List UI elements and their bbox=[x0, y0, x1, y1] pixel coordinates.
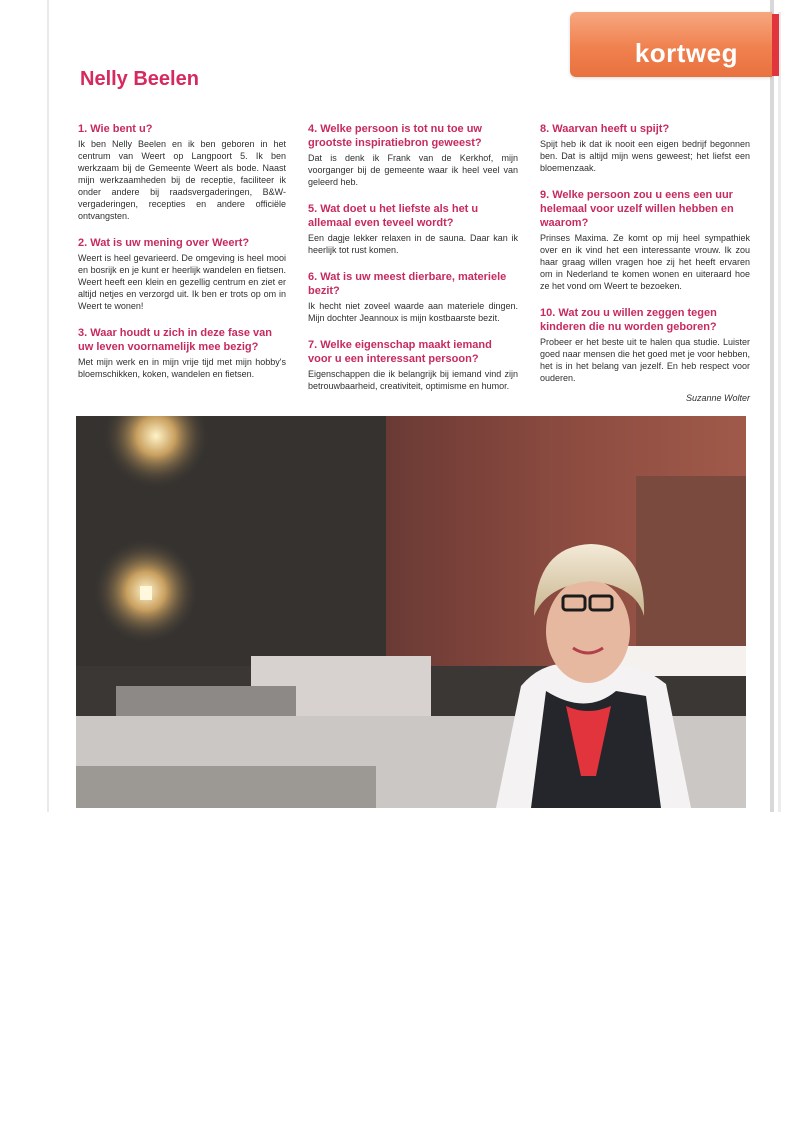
section-tab-label: kortweg bbox=[634, 38, 738, 68]
column-2 bbox=[308, 122, 518, 406]
portrait-photo bbox=[76, 416, 746, 808]
section-tab-red-bar bbox=[772, 14, 779, 76]
portrait-photo-illustration bbox=[76, 416, 746, 808]
question-8: 8. Waarvan heeft u spijt? bbox=[540, 123, 670, 135]
answer-4: Dat is denk ik Frank van de Kerkhof, mijn voorganger bij de gemeente waar ik heel veel van geleerd heb. bbox=[308, 153, 518, 187]
question-10: 10. Wat zou u willen zeggen tegen kinderen die nu worden geboren? bbox=[540, 307, 717, 333]
question-3: 3. Waar houdt u zich in deze fase van uw leven voornamelijk mee bezig? bbox=[78, 327, 272, 353]
column-1 bbox=[78, 122, 286, 394]
interviewee-name: Nelly Beelen bbox=[80, 68, 199, 90]
question-2: 2. Wat is uw mening over Weert? bbox=[78, 237, 250, 249]
answer-6: Ik hecht niet zoveel waarde aan materiele dingen. Mijn dochter Jeannoux is mijn kostbaarste bezit. bbox=[308, 301, 518, 323]
page-edge-right-shadow bbox=[778, 12, 781, 812]
page-edge-right bbox=[770, 0, 774, 812]
page-edge-left bbox=[47, 0, 49, 812]
answer-8: Spijt heb ik dat ik nooit een eigen bedrijf begonnen ben. Dat is altijd mijn wens geweest; het liefst een bloemenzaak. bbox=[540, 139, 750, 173]
question-9: 9. Welke persoon zou u eens een uur helemaal voor uzelf willen hebben en waarom? bbox=[540, 189, 734, 229]
answer-5: Een dagje lekker relaxen in de sauna. Daar kan ik heerlijk tot rust komen. bbox=[308, 233, 518, 255]
answer-7: Eigenschappen die ik belangrijk bij iemand vind zijn betrouwbaarheid, creativiteit, optimisme en humor. bbox=[308, 369, 518, 391]
answer-10: Probeer er het beste uit te halen qua studie. Luister goed naar mensen die het goed met je voor hebben, het is in het belang van jezelf. En heb respect voor ouderen. bbox=[540, 337, 750, 383]
answer-9: Prinses Maxima. Ze komt op mij heel sympathiek over en ik vind het een interessante vrouw. Ik zou haar graag willen vragen hoe zij het heeft ervaren om in Nederland te komen wonen en uiteraard hoe ze het vond om Weert te bezoeken. bbox=[540, 233, 750, 291]
question-6: 6. Wat is uw meest dierbare, materiele bezit? bbox=[308, 271, 507, 297]
question-7: 7. Welke eigenschap maakt iemand voor u een interessant persoon? bbox=[308, 339, 492, 365]
answer-1: Ik ben Nelly Beelen en ik ben geboren in het centrum van Weert op Langpoort 5. Ik ben werkzaam bij de Gemeente Weert als bode. Naast mijn werkzaamheden bij de receptie, faciliteer ik onder andere bij raadsvergaderingen, B&W-vergaderingen, recepties en andere officiële ontvangsten. bbox=[78, 139, 286, 221]
answer-3: Met mijn werk en in mijn vrije tijd met mijn hobby's bloemschikken, koken, wandelen en fietsen. bbox=[78, 357, 286, 379]
question-4: 4. Welke persoon is tot nu toe uw grootste inspiratiebron geweest? bbox=[308, 123, 482, 149]
question-1: 1. Wie bent u? bbox=[78, 123, 153, 135]
column-3 bbox=[540, 122, 750, 404]
section-tab bbox=[570, 12, 772, 77]
question-5: 5. Wat doet u het liefste als het u allemaal even teveel wordt? bbox=[308, 203, 479, 229]
answer-2: Weert is heel gevarieerd. De omgeving is heel mooi en bosrijk en je kunt er heerlijk wandelen en fietsen. Weert heeft een klein en gezellig centrum en ziet er altijd netjes en verzorgd uit. Ik ben er trots op om in Weert te wonen! bbox=[78, 253, 286, 311]
author-credit: Suzanne Wolter bbox=[685, 393, 750, 403]
